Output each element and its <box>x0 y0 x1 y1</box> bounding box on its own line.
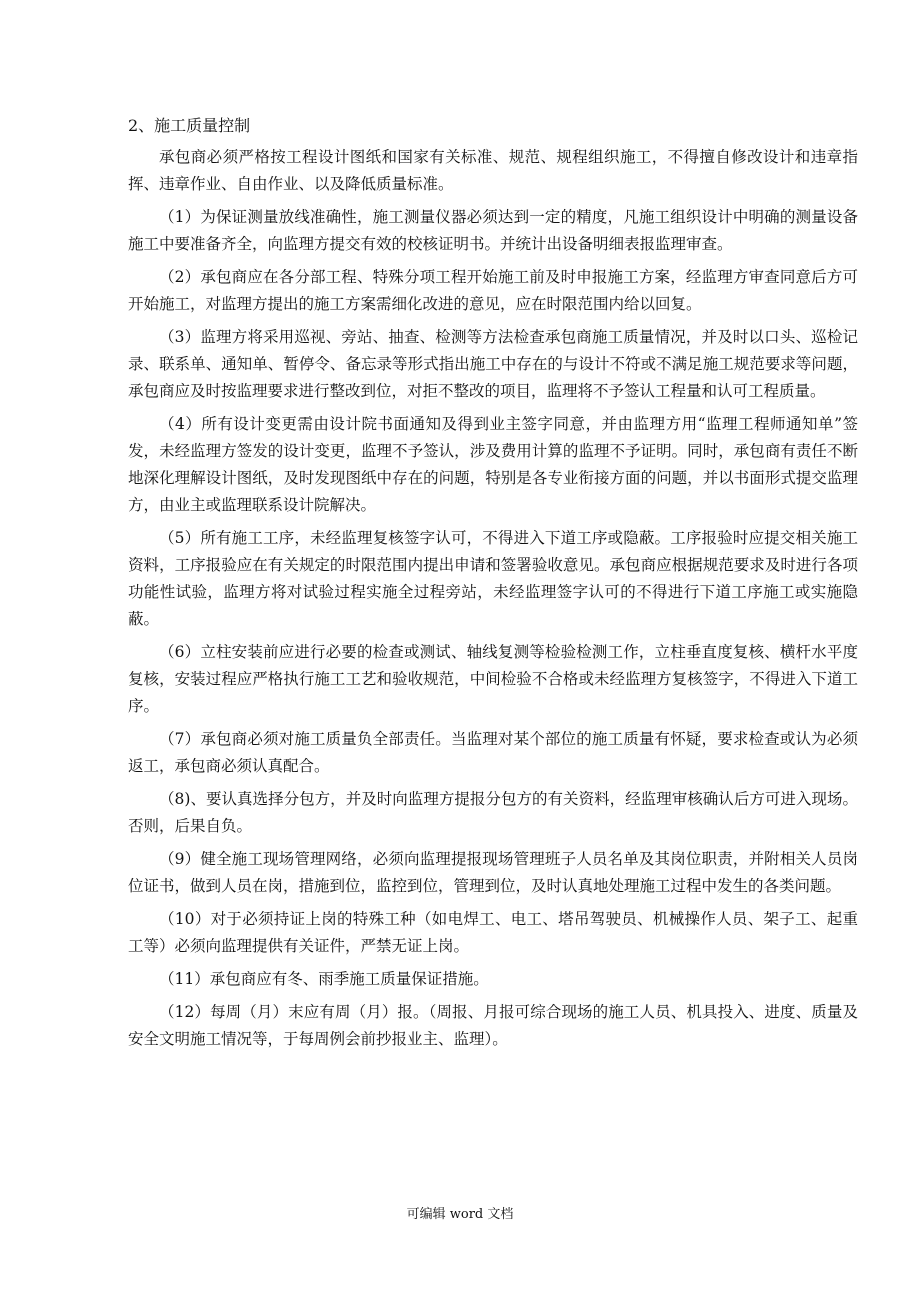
item-paragraph-3: （3）监理方将采用巡视、旁站、抽查、检测等方法检查承包商施工质量情况，并及时以口头、巡检记录、联系单、通知单、暂停令、备忘录等形式指出施工中存在的与设计不符或不满足施工规范要求等问题，承包商应及时按监理要求进行整改到位，对拒不整改的项目，监理将不予签认工程量和认可工程质量。 <box>128 328 858 400</box>
item-paragraph-5: （5）所有施工工序，未经监理复核签字认可，不得进入下道工序或隐蔽。工序报验时应提交相关施工资料，工序报验应在有关规定的时限范围内提出申请和签署验收意见。承包商应根据规范要求及时进行各项功能性试验，监理方将对试验过程实施全过程旁站，未经监理签字认可的不得进行下道工序施工或实施隐蔽。 <box>128 529 858 628</box>
item-paragraph-11: （11）承包商应有冬、雨季施工质量保证措施。 <box>159 970 489 988</box>
item-paragraph-1: （1）为保证测量放线准确性，施工测量仪器必须达到一定的精度，凡施工组织设计中明确的测量设备施工中要准备齐全，向监理方提交有效的校核证明书。并统计出设备明细表报监理审查。 <box>128 208 858 253</box>
item-paragraph-2: （2）承包商应在各分部工程、特殊分项工程开始施工前及时申报施工方案，经监理方审查同意后方可开始施工，对监理方提出的施工方案需细化改进的意见，应在时限范围内给以回复。 <box>128 268 858 313</box>
intro-paragraph: 承包商必须严格按工程设计图纸和国家有关标准、规范、规程组织施工，不得擅自修改设计和违章指挥、违章作业、自由作业、以及降低质量标准。 <box>128 148 858 193</box>
item-paragraph-7: （7）承包商必须对施工质量负全部责任。当监理对某个部位的施工质量有怀疑，要求检查或认为必须返工，承包商必须认真配合。 <box>128 730 858 775</box>
item-paragraph-6: （6）立柱安装前应进行必要的检查或测试、轴线复测等检验检测工作，立柱垂直度复核、横杆水平度复核，安装过程应严格执行施工工艺和验收规范，中间检验不合格或未经监理方复核签字，不得进入下道工序。 <box>128 643 858 715</box>
item-paragraph-8: （8)、要认真选择分包方，并及时向监理方提报分包方的有关资料，经监理审核确认后方可进入现场。否则，后果自负。 <box>128 790 858 835</box>
document-body <box>128 144 858 1059</box>
page-footer: 可编辑 word 文档 <box>406 1207 514 1222</box>
item-paragraph-4: （4）所有设计变更需由设计院书面通知及得到业主签字同意，并由监理方用“监理工程师通知单”签发，未经监理方签发的设计变更，监理不予签认，涉及费用计算的监理不予证明。同时，承包商有责任不断地深化理解设计图纸，及时发现图纸中存在的问题，特别是各专业衔接方面的问题，并以书面形式提交监理方，由业主或监理联系设计院解决。 <box>128 415 858 514</box>
item-paragraph-10: （10）对于必须持证上岗的特殊工种（如电焊工、电工、塔吊驾驶员、机械操作人员、架子工、起重工等）必须向监理提供有关证件，严禁无证上岗。 <box>128 910 858 955</box>
item-paragraph-12: （12）每周（月）末应有周（月）报。（周报、月报可综合现场的施工人员、机具投入、进度、质量及安全文明施工情况等，于每周例会前抄报业主、监理）。 <box>128 1003 858 1048</box>
item-paragraph-9: （9）健全施工现场管理网络，必须向监理提报现场管理班子人员名单及其岗位职责，并附相关人员岗位证书，做到人员在岗，措施到位，监控到位，管理到位，及时认真地处理施工过程中发生的各类问题。 <box>128 850 858 895</box>
section-title: 2、施工质量控制 <box>128 116 251 135</box>
